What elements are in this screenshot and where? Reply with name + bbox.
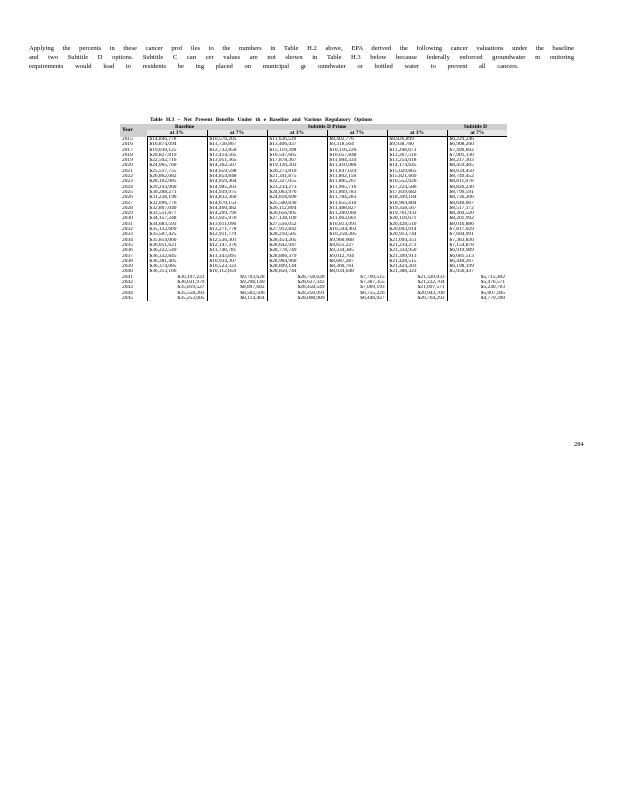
year-cell: 2036 [122,248,133,254]
value-cell: $8,217,303 [447,158,507,163]
value-cell: $36,197,223 [147,275,207,280]
value-cell: $9,960,068 [327,238,387,243]
value-cell: $9,703,628 [207,275,267,280]
value-cell: $17,878,367 [267,158,327,163]
value-cell: $8,640,667 [447,201,507,206]
value-cell: $11,728,867 [207,142,267,147]
value-cell: $28,454,205 [267,238,327,243]
value-cell: $7,604,991 [447,232,507,237]
value-cell: $21,388,323 [387,269,447,274]
value-cell: $20,693,014 [387,227,447,232]
value-cell: $20,827,819 [147,153,207,158]
value-cell: $35,558,283 [147,291,207,296]
value-cell: $16,547,665 [267,153,327,158]
value-cell: $8,114,464 [207,296,267,301]
value-cell: $30,288,271 [147,190,207,195]
value-cell: $8,360,761 [327,264,387,269]
value-cell: $11,488,827 [327,206,387,211]
group-header-prime: Subtitle D Prime [267,124,387,130]
year-cell: 2026 [122,195,133,201]
value-cell: $11,636,539 [267,137,327,143]
value-cell: $36,051,621 [147,243,207,248]
value-cell: $32,867,040 [147,206,207,211]
value-cell: $23,234,273 [267,185,327,190]
value-cell: $13,254,018 [387,158,447,163]
value-cell: $10,523,323 [207,264,267,269]
value-cell: $19,761,933 [387,211,447,216]
d-7pct-header: at 7% [447,130,507,137]
value-cell: $10,258,385 [327,232,387,237]
value-cell: $14,209,799 [207,211,267,216]
value-cell: $14,846,778 [147,137,207,143]
value-cell: $20,273,810 [267,169,327,174]
value-cell: $12,911,779 [207,232,267,237]
year-cell: 2016 [122,142,133,148]
value-cell: $13,611,096 [207,222,267,227]
year-cell: 2029 [122,211,133,217]
value-cell: $8,201,992 [447,216,507,221]
value-cell: $9,298,140 [207,280,267,285]
value-cell: $27,138,109 [267,216,327,221]
value-cell: $12,267,510 [387,153,447,158]
baseline-3pct-header: at 3% [147,130,207,137]
value-cell: $36,332,845 [147,254,207,259]
value-cell: $24,063,976 [267,190,327,195]
value-cell: $12,536,301 [207,238,267,243]
value-cell: $7,383,836 [447,238,507,243]
table-row [120,296,507,301]
value-cell: $14,362,507 [207,163,267,168]
value-cell: $28,758,628 [267,275,327,280]
value-cell: $10,657,848 [327,153,387,158]
year-cell: 2033 [122,232,133,238]
net-present-benefits-table [120,124,507,301]
prime-3pct-header: at 3% [267,130,327,137]
value-cell: $6,440,267 [447,259,507,264]
value-cell: $28,250,991 [267,291,327,296]
value-cell: $8,736,206 [447,195,507,200]
group-header-d: Subtitle D [387,124,507,130]
value-cell: $21,234,273 [387,243,447,248]
year-cell: 2025 [122,189,133,195]
value-cell: $10,813,991 [327,222,387,227]
value-cell: $14,854,848 [207,174,267,179]
value-cell: $28,850,744 [267,269,327,274]
value-cell: $36,222,549 [147,248,207,253]
value-cell: $8,826,899 [387,137,447,143]
year-cell: 2019 [122,158,133,164]
intro-paragraph [29,44,574,71]
value-cell: $11,289,660 [327,211,387,216]
year-cell: 2028 [122,205,133,211]
value-cell: $11,208,673 [387,148,447,153]
year-cell: 2020 [122,163,133,169]
year-cell: 2018 [122,152,133,158]
value-cell: $36,374,085 [147,264,207,269]
value-cell: $11,410,986 [327,163,387,168]
value-cell: $10,116,226 [327,148,387,153]
value-cell: $6,229,246 [447,137,507,143]
value-cell: $5,007,945 [447,291,507,296]
value-cell: $14,670,153 [207,201,267,206]
value-cell: $13,951,365 [207,158,267,163]
value-cell: $11,343,895 [207,254,267,259]
year-cell: 2015 [122,136,133,142]
year-cell: 2027 [122,200,133,206]
value-cell: $11,869,783 [327,190,387,195]
value-cell: $5,956,437 [447,269,507,274]
value-cell: $14,985,203 [207,185,267,190]
value-cell: $12,147,376 [207,243,267,248]
year-cell: 2022 [122,174,133,180]
value-cell: $7,069,193 [327,285,387,290]
value-cell: $9,334,385 [327,248,387,253]
value-cell: $28,904,960 [267,259,327,264]
value-cell: $26,656,905 [267,211,327,216]
value-cell: $11,655,410 [327,201,387,206]
year-cell: 2032 [122,227,133,233]
value-cell: $14,939,975 [207,190,267,195]
value-cell: $34,683,593 [147,222,207,227]
value-cell: $20,913,744 [387,232,447,237]
year-cell: 2023 [122,179,133,185]
value-cell: $31,238,196 [147,195,207,200]
value-cell: $19,120,203 [267,163,327,168]
value-cell: $8,502,506 [207,291,267,296]
value-cell: $28,866,379 [267,254,327,259]
value-cell: $7,709,515 [327,275,387,280]
value-cell: $11,885,267 [327,179,387,184]
value-cell: $27,556,052 [267,222,327,227]
year-cell: 2037 [122,253,133,259]
value-cell: $7,387,355 [327,280,387,285]
value-cell: $18,904,884 [387,201,447,206]
value-cell: $21,320,033 [387,275,447,280]
value-cell: $8,634,450 [447,169,507,174]
value-cell: $36,381,405 [147,259,207,264]
value-cell: $20,764,292 [387,296,447,301]
intro-line-2: and two Subtitle D options. Subtitle C can cer values are not shown in Table H.3 below because federally enforced groundwater m onitoring [29,54,574,61]
value-cell: $25,517,755 [147,169,207,174]
value-cell: $10,112,859 [207,269,267,274]
value-cell: $24,818,690 [267,195,327,200]
value-cell: $11,802,150 [327,174,387,179]
value-cell: $28,210,585 [267,232,327,237]
value-cell: $18,399,184 [387,195,447,200]
value-cell: $29,243,960 [147,185,207,190]
value-cell: $28,458,549 [267,285,327,290]
value-cell: $21,334,950 [387,248,447,253]
year-cell: 2041 [122,274,133,280]
value-cell: $6,198,199 [447,264,507,269]
year-cell: 2045 [122,295,133,301]
value-cell: $19,358,567 [387,206,447,211]
value-cell: $19,030,125 [147,148,207,153]
value-cell: $8,369,520 [447,211,507,216]
year-cell: 2040 [122,269,133,275]
value-cell: $8,402,776 [327,137,387,143]
year-cell: 2043 [122,285,133,291]
value-cell: $6,446,927 [327,296,387,301]
value-cell: $8,687,287 [327,259,387,264]
year-cell: 2039 [122,264,133,270]
value-cell: $33,551,877 [147,211,207,216]
value-cell: $20,118,671 [387,216,447,221]
value-cell: $35,253,685 [147,296,207,301]
value-cell: $7,154,878 [447,243,507,248]
value-cell: $35,819,527 [147,285,207,290]
value-cell: $6,755,226 [327,291,387,296]
value-cell: $36,313,166 [147,269,207,274]
value-cell: $11,905,716 [327,185,387,190]
year-cell: 2031 [122,221,133,227]
value-cell: $21,094,351 [387,238,447,243]
value-cell: $28,778,749 [267,248,327,253]
value-cell: $6,908,260 [447,142,507,147]
value-cell: $7,499,602 [447,148,507,153]
value-cell: $14,460,482 [207,206,267,211]
value-cell: $13,406,437 [267,142,327,147]
value-cell: $9,651,227 [327,243,387,248]
value-cell: $7,817,029 [447,227,507,232]
value-cell: $5,240,703 [447,285,507,290]
value-cell: $28,642,947 [267,243,327,248]
value-cell: $11,647,024 [327,169,387,174]
value-cell: $8,749,452 [447,174,507,179]
value-cell: $11,063,661 [327,216,387,221]
value-cell: $11,748,781 [207,248,267,253]
value-cell: $28,899,144 [267,264,327,269]
value-cell: $20,943,700 [387,291,447,296]
value-cell: $9,938,780 [387,142,447,147]
value-cell: $13,271,778 [207,227,267,232]
value-cell: $10,934,307 [207,259,267,264]
year-cell: 2035 [122,242,133,248]
value-cell: $8,016,886 [447,222,507,227]
value-cell: $16,552,026 [387,179,447,184]
value-cell: $34,157,248 [147,216,207,221]
value-cell: $10,544,403 [327,227,387,232]
value-cell: $25,500,830 [267,201,327,206]
year-cell: 2017 [122,147,133,153]
year-cell: 2038 [122,258,133,264]
d-3pct-header: at 3% [387,130,447,137]
year-header: Year [120,124,147,137]
value-cell: $21,428,515 [387,259,447,264]
value-cell: $32,096,776 [147,201,207,206]
value-cell: $15,029,865 [387,169,447,174]
value-cell: $14,174,645 [387,163,447,168]
value-cell: $24,065,760 [147,163,207,168]
value-cell: $11,784,283 [327,195,387,200]
value-cell: $8,811,070 [447,179,507,184]
value-cell: $9,012,704 [327,254,387,259]
value-cell: $8,897,682 [207,285,267,290]
value-cell: $8,826,230 [447,185,507,190]
prime-7pct-header: at 7% [327,130,387,137]
value-cell: $35,507,425 [147,232,207,237]
value-cell: $36,031,979 [147,280,207,285]
value-cell: $5,476,571 [447,280,507,285]
value-cell: $11,084,334 [327,158,387,163]
value-cell: $8,799,591 [447,190,507,195]
table-body [120,137,507,302]
value-cell: $5,715,402 [447,275,507,280]
value-cell: $7,901,130 [447,153,507,158]
intro-line-1: Applying the percents in these cancer prof iles to the numbers in Table H.2 above, EPA derived the following cancer valuations under the baseline [29,45,574,52]
year-cell: 2030 [122,216,133,222]
value-cell: $26,862,082 [147,174,207,179]
value-cell: $22,502,716 [147,158,207,163]
value-cell: $10,576,205 [207,137,267,143]
value-cell: $13,925,970 [207,216,267,221]
value-cell: $14,832,360 [207,195,267,200]
value-cell: $13,414,565 [207,153,267,158]
value-cell: $9,318,564 [327,142,387,147]
value-cell: $21,424,203 [387,264,447,269]
value-cell: $22,327,055 [267,179,327,184]
year-cell: 2024 [122,184,133,190]
value-cell: $20,428,510 [387,222,447,227]
value-cell: $28,102,085 [147,179,207,184]
value-cell: $8,517,172 [447,206,507,211]
value-cell: $15,119,398 [267,148,327,153]
group-header-baseline: Baseline [147,124,267,130]
value-cell: $35,814,060 [147,238,207,243]
value-cell: $26,112,804 [267,206,327,211]
value-cell: $21,341,875 [267,174,327,179]
value-cell: $28,008,989 [267,296,327,301]
value-cell: $28,627,342 [267,280,327,285]
value-cell: $6,919,989 [447,248,507,253]
value-cell: $8,034,648 [327,269,387,274]
value-cell: $4,779,390 [447,296,507,301]
value-cell: $21,097,571 [387,285,447,290]
year-cell: 2034 [122,237,133,243]
value-cell: $8,459,465 [447,163,507,168]
value-cell: $17,839,682 [387,190,447,195]
year-cell: 2021 [122,168,133,174]
value-cell: $14,959,464 [207,179,267,184]
value-cell: $27,912,842 [267,227,327,232]
value-cell: $15,821,669 [387,174,447,179]
intro-line-3: requirements would lead to residents be ing placed on municipal gr oundwater or bottled water to prevent all cancers. [29,63,519,70]
value-cell: $16,874,094 [147,142,207,147]
value-cell: $12,732,850 [207,148,267,153]
year-cell: 2044 [122,290,133,296]
year-cell: 2042 [122,280,133,286]
table-title: Table H.3 – Net Present Benefits Under th e Baseline and Various Regulatory Options [150,117,373,123]
baseline-7pct-header: at 7% [207,130,267,137]
value-cell: $17,224,586 [387,185,447,190]
value-cell: $14,659,598 [207,169,267,174]
value-cell: $21,399,913 [387,254,447,259]
page-number: 284 [574,441,584,448]
value-cell: $21,222,704 [387,280,447,285]
value-cell: $6,681,513 [447,254,507,259]
value-cell: $35,132,669 [147,227,207,232]
